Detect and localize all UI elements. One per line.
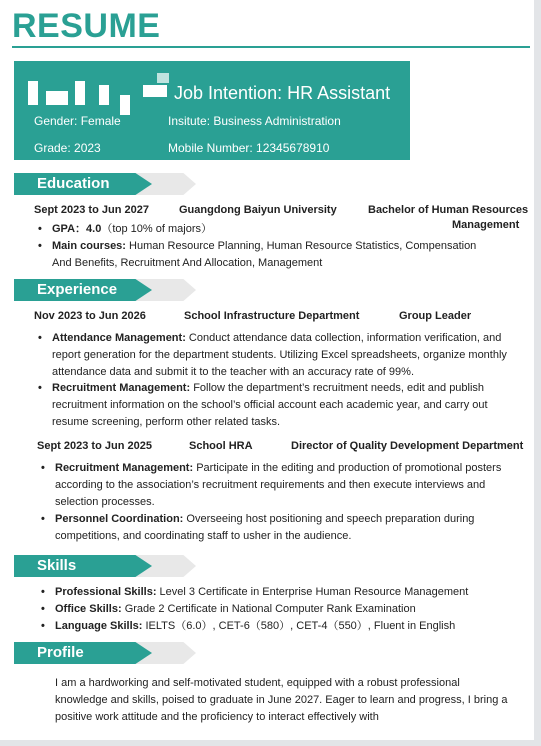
mobile-field: Mobile Number: 12345678910 <box>168 141 330 155</box>
experience-org: School HRA <box>189 440 253 452</box>
section-title: Education <box>37 175 110 192</box>
skill-label: Office Skills: <box>55 603 122 615</box>
resume-title: RESUME <box>12 7 161 45</box>
gender-field: Gender: Female <box>34 114 121 128</box>
section-title: Skills <box>37 557 77 574</box>
item-label: Attendance Management: <box>52 332 186 344</box>
profile-line: knowledge and skills, poised to graduate in June 2027. Eager to learn and progress, I bring a <box>55 694 508 706</box>
item-label: Recruitment Management: <box>55 462 194 474</box>
education-degree-cont: Management <box>452 219 520 231</box>
item-text-cont: recruitment information on the school’s official account each academic year, and carry out <box>52 399 488 411</box>
education-school: Guangdong Baiyun University <box>179 204 337 216</box>
item-label: Recruitment Management: <box>52 382 191 394</box>
item-text-cont: competitions, and coordinating staff to usher in the audience. <box>55 530 352 542</box>
profile-line: positive work attitude and the proficiency to interact effectively with <box>55 711 379 723</box>
education-degree: Bachelor of Human Resources <box>368 204 529 216</box>
item-text: Conduct attendance data collection, information verification, and <box>185 332 502 344</box>
experience-role: Group Leader <box>399 310 472 322</box>
courses-text: Human Resource Planning, Human Resource Statistics, Compensation <box>125 240 477 252</box>
resume-page: RESUME Job Intention: HR Assistant Gender: Female Insitute: Business Administration Grade: 2023 Mobile Number: 12345678910 Education Sept 2023 to Jun 2027 Guangdong Baiyun University Bachelor of Human Resources Management • GPA：4.0（top 10% of majors） • Main courses: Human Resource Planning, Human Resource Statistics, Compensation And Benefits, Recruitment And Allocation, Management Experience Nov 2023 to Jun 2026 School Infrastructure Department Group Leader • Attendance Management: Conduct attendance data collection, information verification, and report generation for the department students. Utilizing Excel spreadsheets, organize monthly attendance data and submit it to the teacher with an accuracy rate of 99%. • Recruitment Management: Follow the department’s recruitment needs, edit and publish recruitment information on the school’s official account each academic year, and carry out resume screening, perform other related tasks. Sept 2023 to Jun 2025 School HRA Director of Quality Development Department • Recruitment Management: Participate in the editing and production of promotional posters according to the association’s recruitment requirements and then execute interviews and selection processes. • Personnel Coordination: Overseeing host positioning and speech preparation during competitions, and coordinating staff to usher in the audience. Skills • Professional Skills: Level 3 Certificate in Enterprise Human Resource Management • Office Skills: Grade 2 Certificate in National Computer Rank Examination • Language Skills: IELTS（6.0）, CET-6（580）, CET-4（550）, Fluent in English Profile I am a hardworking and self-motivated student, equipped with a robust professional knowledge and skills, poised to graduate in June 2027. Eager to learn and progress, I bring a positive work attitude and the proficiency to interact effectively with <box>0 0 541 746</box>
skill-label: Language Skills: <box>55 620 143 632</box>
gpa-note: （top 10% of majors） <box>101 223 212 235</box>
item-text-cont: attendance data and submit it to the teacher with an accuracy rate of 99%. <box>52 366 414 378</box>
gpa-value: 4.0 <box>86 223 102 235</box>
experience-date: Nov 2023 to Jun 2026 <box>34 310 146 322</box>
item-text: Follow the department’s recruitment needs, edit and publish <box>190 382 485 394</box>
education-date: Sept 2023 to Jun 2027 <box>34 204 149 216</box>
title-rule <box>12 46 530 48</box>
experience-org: School Infrastructure Department <box>184 310 360 322</box>
skill-label: Professional Skills: <box>55 586 157 598</box>
skill-text: Level 3 Certificate in Enterprise Human Resource Management <box>156 586 469 598</box>
skill-text: IELTS（6.0）, CET-6（580）, CET-4（550）, Fluent in English <box>142 620 456 632</box>
item-label: Personnel Coordination: <box>55 513 184 525</box>
header-banner <box>14 61 410 160</box>
experience-role: Director of Quality Development Department <box>291 440 524 452</box>
item-text-cont: according to the association’s recruitment requirements and then execute interviews and <box>55 479 486 491</box>
institute-field: Insitute: Business Administration <box>168 114 341 128</box>
job-intention: Job Intention: HR Assistant <box>174 83 391 103</box>
item-text: Participate in the editing and production of promotional posters <box>193 462 502 474</box>
gpa-label: GPA： <box>52 223 87 235</box>
section-title: Profile <box>37 644 84 661</box>
courses-text-cont: And Benefits, Recruitment And Allocation, Management <box>52 257 323 269</box>
item-text: Overseeing host positioning and speech preparation during <box>183 513 475 525</box>
redacted-name-mark <box>28 71 178 111</box>
page-edge-bottom <box>0 740 541 746</box>
item-text-cont: selection processes. <box>55 496 155 508</box>
experience-date: Sept 2023 to Jun 2025 <box>37 440 152 452</box>
item-text-cont: resume screening, perform other related tasks. <box>52 416 281 428</box>
item-text-cont: report generation for the department students. Utilizing Excel spreadsheets, organize monthly <box>52 349 507 361</box>
page-edge-right <box>534 0 541 746</box>
courses-label: Main courses: <box>52 240 126 252</box>
skill-text: Grade 2 Certificate in National Computer Rank Examination <box>121 603 416 615</box>
profile-line: I am a hardworking and self-motivated student, equipped with a robust professional <box>55 677 460 689</box>
grade-field: Grade: 2023 <box>34 141 101 155</box>
section-title: Experience <box>37 281 118 298</box>
